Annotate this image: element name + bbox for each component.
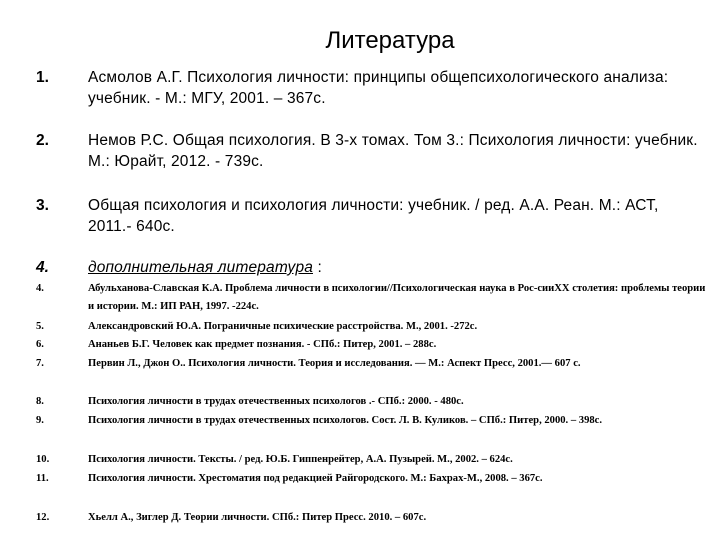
reference-number: 12.: [36, 512, 50, 523]
heading-suffix: :: [312, 259, 322, 276]
reference-number: 10.: [36, 454, 50, 465]
reference-number: 1.: [36, 69, 49, 86]
reference-text: Абульханова-Славская К.А. Проблема личности в психологии//Психологическая наука в Рос-сииXX столетия: проблемы теории и истории. М.: ИП РАН, 1997. -224с.: [88, 283, 706, 312]
reference-text: Александровский Ю.А. Пограничные психические расстройства. М., 2001. -272с.: [88, 321, 478, 332]
reference-number: 3.: [36, 197, 49, 214]
reference-number: 4.: [36, 283, 44, 294]
reference-text: Психология личности. Хрестоматия под редакцией Райгородского. М.: Бахрах-М., 2008. – 367с.: [88, 473, 543, 484]
reference-number: 11.: [36, 473, 49, 484]
additional-reference-11: [36, 470, 706, 488]
reference-number: 6.: [36, 339, 44, 350]
reference-text: Психология личности. Тексты. / ред. Ю.Б. Гиппенрейтер, А.А. Пузырей. М., 2002. – 624с.: [88, 454, 513, 465]
additional-literature-heading: [36, 257, 706, 278]
reference-text: Психология личности в трудах отечественных психологов. Сост. Л. В. Куликов. – СПб.: Питер, 2000. – 398с.: [88, 415, 603, 426]
additional-reference-12: [36, 509, 706, 527]
reference-item-2: [36, 130, 706, 172]
reference-item-1: [36, 67, 706, 109]
additional-reference-7: [36, 355, 706, 373]
reference-text: Ананьев Б.Г. Человек как предмет познания. - СПб.: Питер, 2001. – 288с.: [88, 339, 437, 350]
reference-text: Первин Л., Джон О.. Психология личности. Теория и исследования. — М.: Аспект Пресс, 2001.— 607 с.: [88, 358, 581, 369]
reference-text: Хьелл А., Зиглер Д. Теории личности. СПб.: Питер Пресс. 2010. – 607с.: [88, 512, 427, 523]
additional-reference-9: [36, 412, 706, 430]
page-title: Литература: [325, 27, 455, 54]
reference-number: 7.: [36, 358, 44, 369]
reference-item-3: [36, 195, 706, 237]
heading-number: 4.: [36, 259, 49, 276]
reference-number: 8.: [36, 396, 44, 407]
heading-label: дополнительная литература: [88, 259, 313, 276]
additional-reference-5: [36, 318, 706, 336]
additional-reference-4: [36, 280, 706, 316]
reference-text: Психология личности в трудах отечественных психологов .- СПб.: 2000. - 480с.: [88, 396, 464, 407]
additional-reference-10: [36, 451, 706, 469]
reference-number: 5.: [36, 321, 44, 332]
additional-reference-6: [36, 336, 706, 354]
additional-reference-8: [36, 393, 706, 411]
reference-number: 9.: [36, 415, 44, 426]
reference-text: Общая психология и психология личности: учебник. / ред. А.А. Реан. М.: АСТ, 2011.- 640с.: [88, 197, 659, 235]
reference-text: Асмолов А.Г. Психология личности: принципы общепсихологического анализа: учебник. - М.: МГУ, 2001. – 367с.: [88, 69, 669, 107]
reference-number: 2.: [36, 132, 49, 149]
reference-text: Немов Р.С. Общая психология. В 3-х томах. Том 3.: Психология личности: учебник. М.: Юрайт, 2012. - 739с.: [88, 132, 698, 170]
